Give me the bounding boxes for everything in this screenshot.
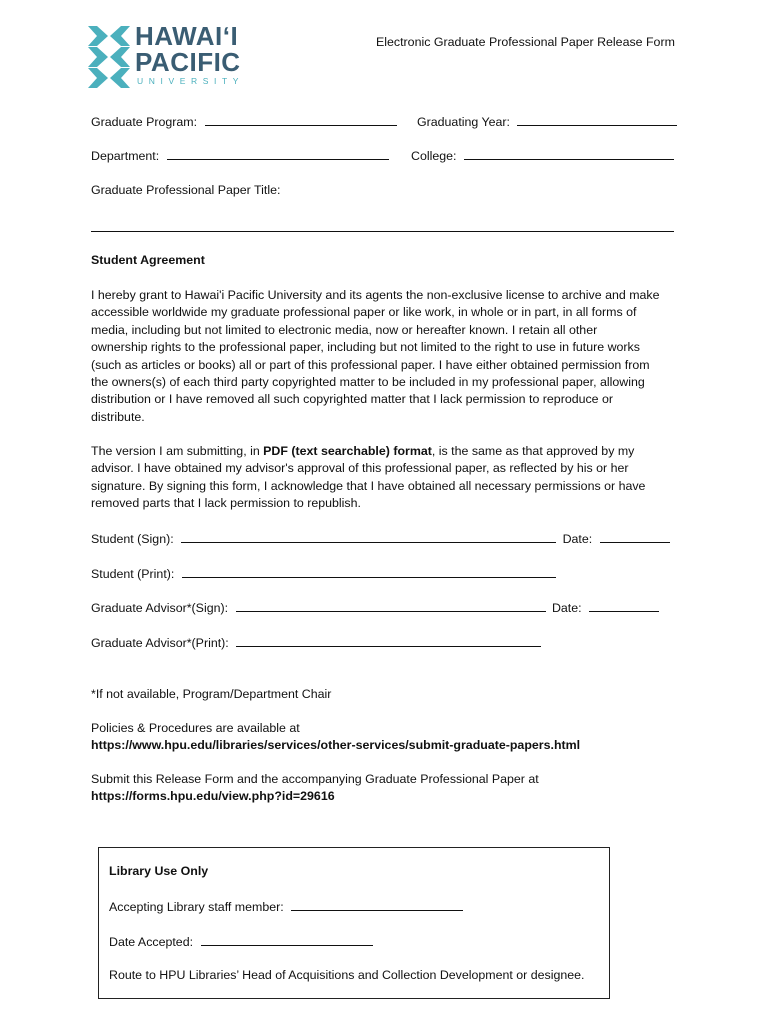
agreement-paragraph-2 [91,443,681,513]
graduate-program-label: Graduate Program: [91,115,198,129]
college-input[interactable] [464,147,674,160]
agreement-line: advisor. I have obtained my advisor's approval of this professional paper, as reflected by his or her [91,461,629,476]
advisor-print-field [91,634,541,652]
version-pre-text: The version I am submitting, in [91,444,264,458]
library-staff-label: Accepting Library staff member: [109,900,284,914]
agreement-line: the owners(s) of each third party copyrighted matter to be included in my professional paper, allowing [91,375,645,390]
paper-title-input[interactable] [91,230,674,232]
date-accepted-field [109,933,373,951]
policies-link[interactable]: https://www.hpu.edu/libraries/services/other-services/submit-graduate-papers.html [91,738,581,752]
department-input[interactable] [167,147,389,160]
routing-instructions: Route to HPU Libraries’ Head of Acquisitions and Collection Development or designee. [109,968,585,982]
date-accepted-input[interactable] [201,933,373,946]
graduating-year-field [417,113,677,131]
student-print-field [91,565,556,583]
agreement-heading: Student Agreement [91,253,205,267]
logo-mark-icon [88,26,130,88]
date-label-1: Date: [562,532,593,546]
logo-line-2: PACIFIC [135,47,241,77]
form-title: Electronic Graduate Professional Paper Release Form [376,35,675,49]
advisor-sign-label: Graduate Advisor*(Sign): [91,601,229,615]
department-field [91,147,389,165]
advisor-sign-input[interactable] [236,599,546,612]
library-box-heading: Library Use Only [109,864,209,878]
library-staff-field [109,898,463,916]
agreement-line [91,443,681,460]
date-accepted-label: Date Accepted: [109,935,194,949]
pdf-format-emphasis: PDF (text searchable) format [263,444,432,458]
student-sign-input[interactable] [181,530,556,543]
agreement-line: distribution or I have removed all such copyrighted matter that I lack permission to reproduce or [91,392,614,407]
agreement-line: signature. By signing this form, I acknowledge that I have obtained all necessary permissions or have [91,478,646,493]
logo-line-3: UNIVERSITY [137,76,245,86]
date-label-2: Date: [551,601,582,615]
student-date-input[interactable] [600,530,670,543]
agreement-line: (such as articles or books) all or part of this professional paper. I have either obtained permission from [91,357,650,372]
submit-link[interactable]: https://forms.hpu.edu/view.php?id=29616 [91,789,335,803]
advisor-print-label: Graduate Advisor*(Print): [91,636,229,650]
policies-text: Policies & Procedures are available at [91,721,300,735]
library-staff-input[interactable] [291,898,463,911]
graduate-program-input[interactable] [205,113,397,126]
graduating-year-label: Graduating Year: [417,115,511,129]
advisor-date-input[interactable] [589,599,659,612]
advisor-print-input[interactable] [236,634,541,647]
agreement-line: ownership rights to the professional paper, including but not limited to the right to use in future works [91,340,640,355]
library-use-box [98,847,610,999]
agreement-line: distribute. [91,409,145,424]
student-print-label: Student (Print): [91,567,175,581]
college-label: College: [411,149,457,163]
agreement-paragraph-1 [91,287,681,426]
graduating-year-input[interactable] [517,113,677,126]
agreement-line: removed parts that I lack permission to republish. [91,496,361,511]
footnote: *If not available, Program/Department Chair [91,687,332,701]
paper-title-label: Graduate Professional Paper Title: [91,183,281,197]
student-sign-field [91,530,670,548]
agreement-line: accessible worldwide my graduate professional paper or like work, in whole or in part, in all forms of [91,305,637,320]
department-label: Department: [91,149,160,163]
logo-line-1: HAWAIʻI [135,21,239,51]
submit-text: Submit this Release Form and the accompanying Graduate Professional Paper at [91,772,539,786]
version-post-text: , is the same as that approved by my [431,444,635,458]
student-sign-label: Student (Sign): [91,532,174,546]
college-field [411,147,674,165]
graduate-program-field [91,113,397,131]
student-print-input[interactable] [182,565,556,578]
advisor-sign-field [91,599,659,617]
agreement-line: media, including but not limited to electronic media, now or hereafter known. I retain all other [91,322,598,337]
agreement-line: I hereby grant to Hawai'i Pacific University and its agents the non-exclusive license to archive and make [91,288,660,302]
university-logo [88,21,263,90]
